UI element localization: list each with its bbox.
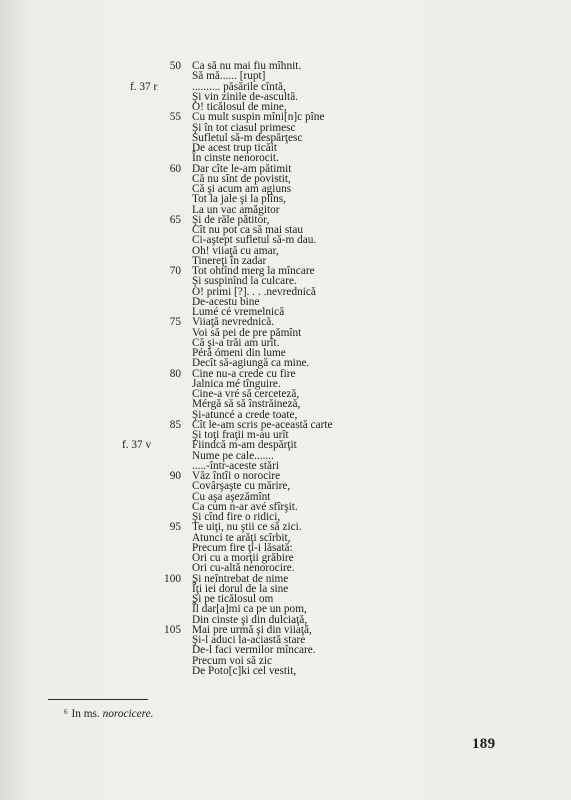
poem-line: Şi de răle pătitor, (192, 213, 270, 226)
poem-line: Oh! viiaţă cu amar, (192, 244, 279, 257)
poem-line: Tinereţi în zadar (192, 254, 267, 267)
poem-line: Şi în tot ciasul primesc (192, 121, 296, 134)
line-number: 95 (169, 521, 181, 534)
poem-line: Şi suspinînd la culcare. (192, 275, 297, 288)
poem-line: Îţi iei dorul de la sine (192, 582, 289, 595)
folio-marker: f. 37 r (130, 80, 158, 93)
poem-line: Dar cîte le-am pătimit (192, 162, 292, 175)
line-number: 75 (169, 316, 181, 329)
line-number: 85 (169, 418, 181, 431)
poem-line: Şi neîntrebat de nime (192, 572, 289, 585)
poem-line: De Poto[c]ki cel vestit, (192, 664, 297, 677)
poem-line: Lumé cé vremelnică (192, 306, 285, 318)
poem-line: Péră ómeni din lume (192, 347, 286, 359)
poem-line: Fiindcă m-am despărţit (192, 439, 297, 452)
page-number: 189 (472, 736, 496, 752)
poem-line: De acest trup ticăit (192, 142, 278, 154)
poem-line: Ori cu-altă nenorocire. (192, 562, 295, 575)
poem-line: Precum fire ţi-i lăsată: (192, 541, 293, 554)
poem-line: În cinste nenorocit. (192, 152, 279, 165)
poem-line: Ori cu a morţii grăbire (192, 552, 294, 564)
poem-line: Te uiţi, nu ştii ce să zici. (192, 521, 302, 534)
poem-line: Mai pre urmă şi din viiaţă, (192, 623, 312, 636)
poem-line: Voi să pei de pre pămînt (192, 326, 302, 339)
line-number: 70 (169, 265, 181, 277)
poem-line: Ca să nu mai fiu mîhnit. (192, 60, 302, 72)
poem-line: Cît nu pot ca să mai stau (192, 224, 304, 236)
poem-line: Şi-l aduci la-aciastă stare (192, 634, 306, 646)
line-number: 50 (169, 60, 181, 72)
poem-line: De-l faci vermilor mîncare. (192, 644, 316, 657)
line-number: 105 (164, 623, 181, 636)
poem-line: O! primi [?]. . . .nevrednică (192, 285, 316, 298)
poem-line: Şi toţi fraţii m-au urît (192, 429, 289, 441)
poem-line: Jalnica mé tînguire. (192, 377, 281, 390)
poem-line: Cu mult suspin mîni[n]c pîne (192, 111, 325, 124)
line-number: 65 (169, 213, 181, 226)
poem-line: Să mă...... [rupt] (192, 70, 266, 83)
poem-line: Precum voi să zic (192, 654, 272, 667)
poem-line: Şi vin zinile de-ascultă. (192, 90, 299, 103)
poem-line: Ca cum n-ar avé sfîrşit. (192, 500, 298, 513)
poem-line: Că nu sînt de povistit, (192, 172, 291, 185)
poem-line: Ci-aştept sufletul să-m dau. (192, 234, 317, 247)
line-number: 55 (169, 111, 181, 124)
poem-line: Văz întîi o norocire (192, 470, 281, 482)
poem-line: .....-într-aceste stări (192, 459, 279, 472)
poem-line: Din cinste şi din dulciaţă, (192, 613, 308, 626)
poem-line: Îl dar[a]mi ca pe un pom, (192, 603, 307, 616)
poem-line: Şi-atuncé a crede toate, (192, 408, 298, 421)
poem-line: Mérgă să să înstrăineză, (192, 398, 301, 411)
footnote-word: norocicere. (102, 708, 154, 720)
folio-marker: f. 37 v (122, 439, 152, 452)
poem-line: Cine-a vré să cerceteză, (192, 388, 300, 400)
poem-line: Că şi-a trăi am urît. (192, 336, 280, 349)
poem-line: Tot ohtînd merg la mîncare (192, 265, 315, 277)
poem-line: Tot la jale şi la plîns, (192, 193, 286, 206)
footnote-prefix: In ms. (71, 708, 100, 720)
poem-line: Cît le-am scris pe-această carte (192, 418, 333, 431)
poem-line: De-acestu bine (192, 295, 260, 308)
poem-line: Nume pe cale....... (192, 449, 274, 462)
poem-line: Cu aşa aşezămînt (192, 490, 271, 503)
poem-line: Sufletul să-m despărţesc (192, 131, 303, 144)
poem-line: Decît să-agiungă ca mine. (192, 357, 310, 370)
poem-line: Atunci te arăţi scîrbit, (192, 531, 291, 544)
line-number: 90 (169, 470, 181, 482)
poem-line: Şi cînd fire o ridici, (192, 511, 281, 523)
poem-line: Că şi acum am agiuns (192, 183, 292, 195)
footnote-separator (48, 699, 148, 700)
poem-line: Cine nu-a crede cu fire (192, 367, 296, 380)
poem-line: Covârşaşte cu mărire, (192, 480, 291, 493)
footnote-marker: 6 (64, 708, 68, 716)
poem-line: La un vac amăgitor (192, 203, 280, 216)
poem-line: .......... păsările cîntă, (192, 80, 286, 93)
footnote (64, 706, 154, 721)
poem-line: O! ticălosul de mine, (192, 101, 287, 113)
line-number: 60 (169, 162, 181, 175)
line-number: 80 (169, 367, 181, 380)
line-number: 100 (164, 572, 181, 585)
poem-line: Viiaţă nevrednică. (192, 316, 275, 329)
poem-line: Şi pe ticălosul om (192, 593, 274, 605)
